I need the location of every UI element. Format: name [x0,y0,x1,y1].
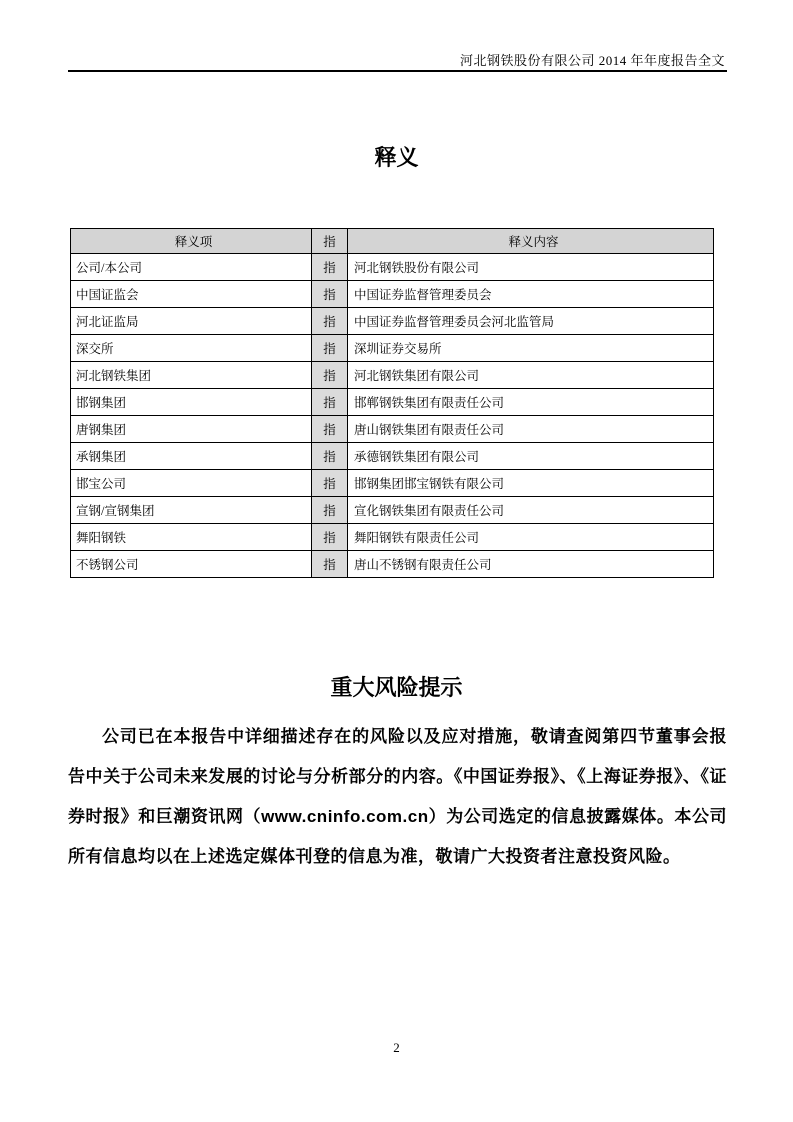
definitions-section-title: 释义 [374,145,419,170]
page-header-title: 河北钢铁股份有限公司 2014 年年度报告全文 [459,53,725,68]
zhi-cell: 指 [312,416,348,443]
term-cell: 承钢集团 [71,443,312,470]
definition-cell: 邯钢集团邯宝钢铁有限公司 [348,470,714,497]
header-cell-term: 释义项 [71,229,312,254]
definition-cell: 邯郸钢铁集团有限责任公司 [348,389,714,416]
header-cell-content: 释义内容 [348,229,714,254]
table-row [71,470,714,497]
term-cell: 深交所 [71,335,312,362]
zhi-cell: 指 [312,443,348,470]
term-cell: 河北证监局 [71,308,312,335]
risk-paragraph: 公司已在本报告中详细描述存在的风险以及应对措施，敬请查阅第四节董事会报告中关于公司未来发展的讨论与分析部分的内容。《中国证券报》、《上海证券报》、《证券时报》和巨潮资讯网（www.cninfo.com.cn）为公司选定的信息披露媒体。本公司所有信息均以在上述选定媒体刊登的信息为准，敬请广大投资者注意投资风险。 [68,727,727,866]
risk-section-title: 重大风险提示 [330,675,463,700]
definitions-table-body [71,254,714,578]
zhi-cell: 指 [312,470,348,497]
page-number: 2 [393,1040,400,1055]
table-row [71,254,714,281]
zhi-cell: 指 [312,551,348,578]
zhi-cell: 指 [312,281,348,308]
definition-cell: 中国证券监督管理委员会河北监管局 [348,308,714,335]
term-cell: 宣钢/宣钢集团 [71,497,312,524]
term-cell: 河北钢铁集团 [71,362,312,389]
table-row [71,335,714,362]
table-row [71,362,714,389]
table-row [71,443,714,470]
definition-cell: 中国证券监督管理委员会 [348,281,714,308]
term-cell: 舞阳钢铁 [71,524,312,551]
term-cell: 邯钢集团 [71,389,312,416]
zhi-cell: 指 [312,362,348,389]
definition-cell: 唐山钢铁集团有限责任公司 [348,416,714,443]
definition-cell: 河北钢铁集团有限公司 [348,362,714,389]
zhi-cell: 指 [312,254,348,281]
definition-cell: 唐山不锈钢有限责任公司 [348,551,714,578]
zhi-cell: 指 [312,389,348,416]
table-header-row [71,229,714,254]
definition-cell: 宣化钢铁集团有限责任公司 [348,497,714,524]
term-cell: 邯宝公司 [71,470,312,497]
zhi-cell: 指 [312,524,348,551]
definition-cell: 河北钢铁股份有限公司 [348,254,714,281]
term-cell: 不锈钢公司 [71,551,312,578]
term-cell: 中国证监会 [71,281,312,308]
table-row [71,551,714,578]
definition-cell: 舞阳钢铁有限责任公司 [348,524,714,551]
definition-cell: 承德钢铁集团有限公司 [348,443,714,470]
table-row [71,308,714,335]
table-row [71,281,714,308]
header-divider [68,70,727,72]
definitions-table [70,228,714,578]
table-row [71,416,714,443]
table-row [71,524,714,551]
definitions-table-head [71,229,714,254]
definition-cell: 深圳证券交易所 [348,335,714,362]
zhi-cell: 指 [312,497,348,524]
term-cell: 公司/本公司 [71,254,312,281]
table-row [71,497,714,524]
header-cell-zhi: 指 [312,229,348,254]
table-row [71,389,714,416]
zhi-cell: 指 [312,335,348,362]
term-cell: 唐钢集团 [71,416,312,443]
zhi-cell: 指 [312,308,348,335]
